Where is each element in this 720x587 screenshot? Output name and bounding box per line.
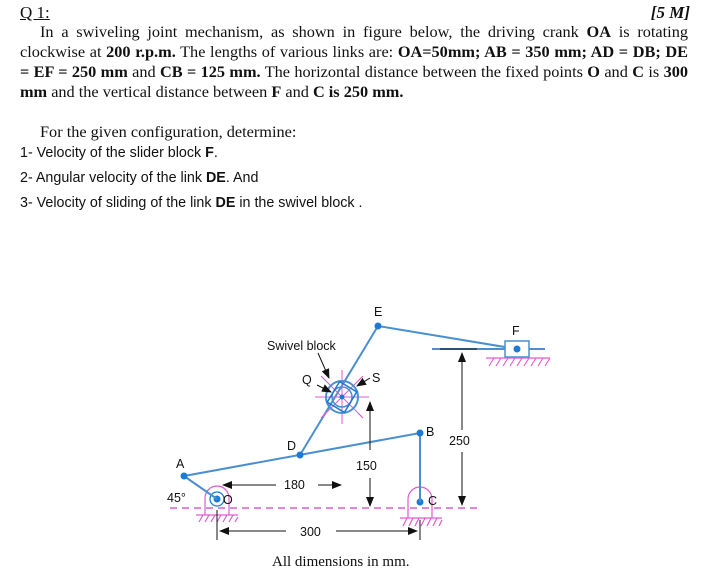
dim-300-value: 300 (300, 525, 321, 539)
task-text: 3- Velocity of sliding of the link (20, 195, 216, 211)
joint-b (417, 430, 424, 437)
body-bold: OA (586, 22, 611, 41)
label-f: F (512, 324, 520, 338)
joint-a (181, 473, 188, 480)
body-text: is (643, 62, 664, 81)
label-q: Q (302, 373, 312, 387)
body-bold: C is 250 mm. (312, 82, 404, 101)
task-text: . (213, 145, 218, 161)
label-s: S (372, 371, 381, 385)
task-bold: F (205, 145, 214, 161)
body-bold: C (632, 62, 644, 81)
task-text: 1- Velocity of the slider block (20, 145, 206, 161)
question-marks: [5 M] (650, 3, 690, 22)
joint-f (514, 346, 521, 353)
figure-caption: All dimensions in mm. (272, 554, 410, 570)
swivel-block (315, 370, 369, 424)
body-text: and (599, 62, 633, 81)
dim-250-value: 250 (449, 434, 470, 448)
task-bold: DE (215, 195, 236, 211)
task-text: 2- Angular velocity of the link (20, 170, 206, 186)
pointer-swivel-arrow (318, 353, 329, 378)
dim-250-lines (440, 349, 477, 505)
dim-150-value: 150 (356, 459, 377, 473)
task-bold: DE (205, 170, 226, 186)
body-text: In a swiveling joint mechanism, as shown in figure below, the driving crank (40, 22, 587, 41)
task-text: in the swivel block . (235, 195, 363, 211)
link-ef (378, 326, 517, 349)
label-e: E (374, 305, 383, 319)
body-bold: OA=50mm; AB = 350 mm; AD = DB; DE = EF = 250 mm (20, 42, 688, 81)
pointer-s-arrow (357, 378, 370, 386)
label-swivel-block: Swivel block (267, 339, 336, 353)
label-d: D (287, 439, 297, 453)
body-bold: O (587, 62, 600, 81)
task-text: . And (225, 170, 259, 186)
label-a: A (176, 457, 185, 471)
body-bold: CB = 125 mm. (160, 62, 261, 81)
label-o: O (223, 493, 233, 507)
body-text: and the vertical distance between (47, 82, 272, 101)
body-text: The horizontal distance between the fixed points (260, 62, 588, 81)
body-text: and (127, 62, 161, 81)
question-number: Q 1: (20, 3, 50, 22)
body-text: and (281, 82, 313, 101)
label-c: C (428, 494, 438, 508)
label-b: B (426, 425, 435, 439)
body-text: is rotating clockwise at (20, 22, 688, 61)
body-bold: 300 mm (20, 62, 688, 101)
dim-180-value: 180 (284, 478, 305, 492)
label-angle-45: 45° (167, 491, 186, 505)
question-intro: For the given configuration, determine: (40, 122, 297, 141)
body-bold: 200 r.p.m. (106, 42, 176, 61)
joint-e (375, 323, 382, 330)
body-text: The lengths of various links are: (175, 42, 398, 61)
body-bold: F (271, 82, 282, 101)
joint-d (297, 452, 304, 459)
